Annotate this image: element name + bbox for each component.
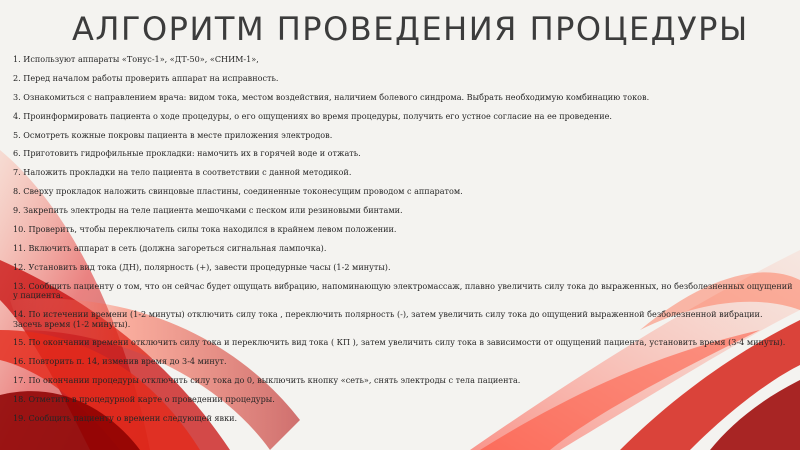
list-item: 1. Используют аппараты «Тонус-1», «ДТ-50», «СНИМ-1»,	[13, 54, 259, 64]
list-item: 9. Закрепить электроды на теле пациента мешочками с песком или резиновыми бинтами.	[13, 205, 403, 216]
list-item: 7. Наложить прокладки на тело пациента в соответствии с данной методикой.	[13, 167, 352, 178]
slide-title: АЛГОРИТМ ПРОВЕДЕНИЯ ПРОЦЕДУРЫ	[72, 10, 749, 48]
list-item: 3. Ознакомиться с направлением врача: видом тока, местом воздействия, наличием болевого синдрома. Выбрать необходимую комбинацию токов.	[13, 91, 650, 102]
list-item: 4. Проинформировать пациента о ходе процедуры, о его ощущениях во время процедуры, получить его устное согласие на ее проведение.	[13, 110, 612, 121]
list-item: 6. Приготовить гидрофильные прокладки: намочить их в горячей воде и отжать.	[13, 148, 361, 159]
list-item: 5. Осмотреть кожные покровы пациента в месте приложения электродов.	[13, 129, 333, 140]
list-item: 13. Сообщить пациенту о том, что он сейчас будет ощущать вибрацию, напоминающую электромассаж, плавно увеличить силу тока до выраженных, но безболезненных ощущений у пациента.	[13, 280, 793, 301]
list-item: 16. Повторить п. 14, изменив время до 3-4 минут.	[13, 356, 227, 367]
list-item: 17. По окончании процедуры отключить силу тока до 0, выключить кнопку «сеть», снять электроды с тела пациента.	[13, 375, 521, 386]
list-item: 18. Отметить в процедурной карте о проведении процедуры.	[13, 394, 275, 405]
list-item: 8. Сверху прокладок наложить свинцовые пластины, соединенные токонесущим проводом с аппаратом.	[13, 186, 463, 197]
list-item: 12. Установить вид тока (ДН), полярность (+), завести процедурные часы (1-2 минуты).	[13, 261, 391, 272]
list-item: 14. По истечении времени (1-2 минуты) отключить силу тока , переключить полярность (-), затем увеличить силу тока до ощущений выраженной безболезненной вибрации. Засечь время (1-2 минуты).	[13, 309, 763, 329]
list-item: 10. Проверить, чтобы переключатель силы тока находился в крайнем левом положении.	[13, 224, 397, 235]
procedure-steps-list	[13, 55, 793, 433]
list-item: 15. По окончании времени отключить силу тока и переключить вид тока ( КП ), затем увеличить силу тока в зависимости от ощущений пациента, установить время (3-4 минуты).	[13, 337, 786, 348]
list-item: 11. Включить аппарат в сеть (должна загореться сигнальная лампочка).	[13, 242, 327, 253]
list-item: 19. Сообщить пациенту о времени следующей явки.	[13, 413, 238, 424]
list-item: 2. Перед началом работы проверить аппарат на исправность.	[13, 72, 279, 83]
